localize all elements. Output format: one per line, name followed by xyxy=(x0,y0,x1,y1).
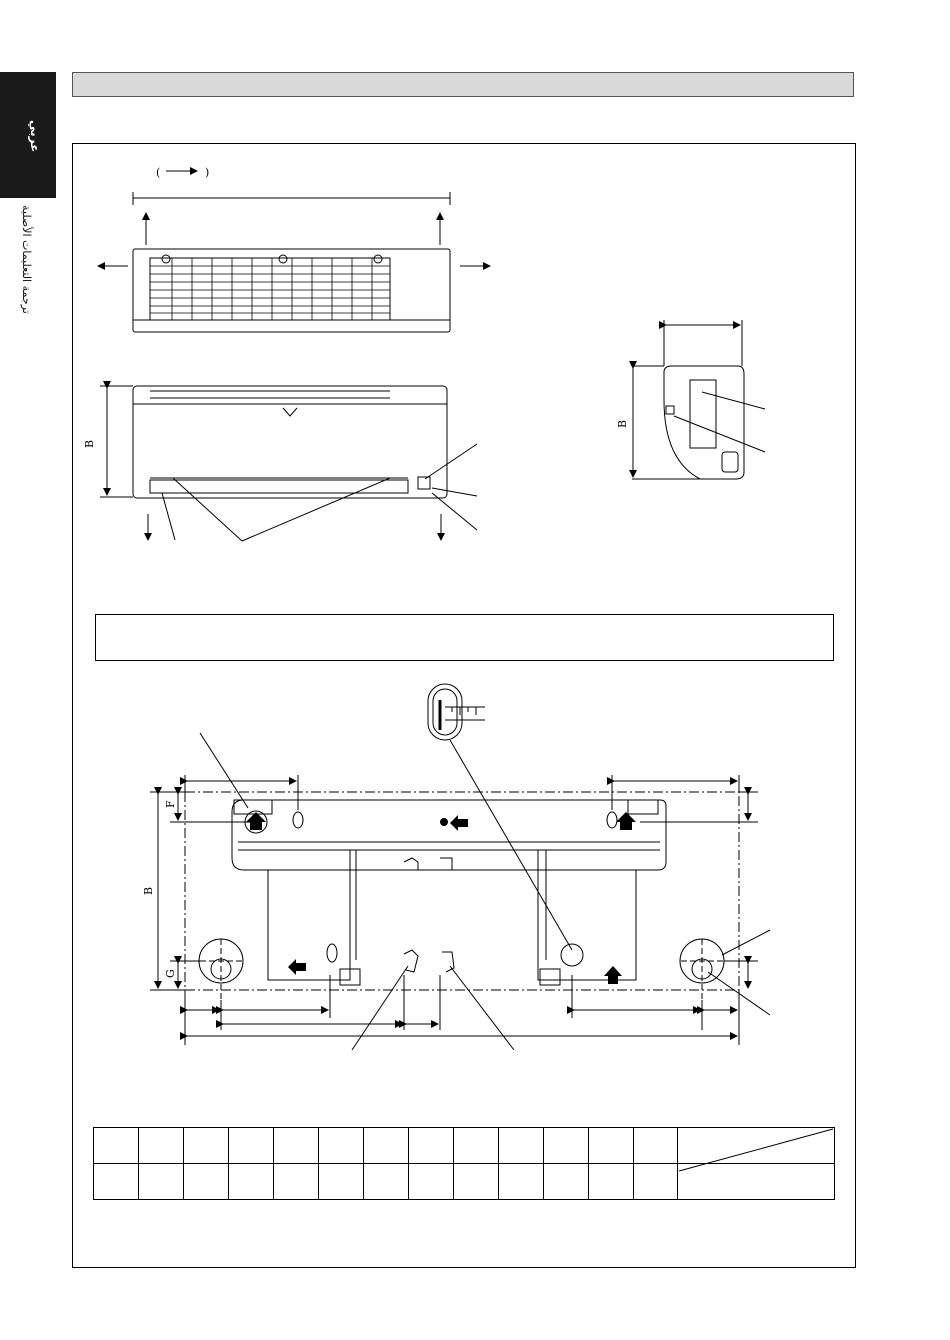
original-instructions-text: ترجمة التعليمات الأصلية xyxy=(20,205,33,314)
table-cell xyxy=(229,1164,274,1200)
arrow-legend-open-paren: ( xyxy=(156,166,161,179)
table-cell xyxy=(139,1164,184,1200)
table-cell xyxy=(678,1164,835,1200)
table-cell xyxy=(544,1164,589,1200)
indoor-unit-side-view xyxy=(632,320,765,479)
table-cell xyxy=(364,1128,409,1164)
table-cell xyxy=(589,1164,634,1200)
dimension-g: G xyxy=(164,969,177,978)
table-cell xyxy=(184,1164,229,1200)
plate-arrows xyxy=(246,812,636,984)
table-cell xyxy=(94,1128,139,1164)
table-cell xyxy=(499,1128,544,1164)
table-cell xyxy=(184,1128,229,1164)
installation-plate xyxy=(150,733,770,1050)
indoor-unit-front-view xyxy=(100,386,477,541)
table-cell xyxy=(544,1128,589,1164)
table-cell xyxy=(454,1128,499,1164)
table-cell xyxy=(634,1164,678,1200)
language-tab-label: عربي xyxy=(28,119,42,153)
level-gauge-inset xyxy=(428,684,572,950)
table-cell xyxy=(319,1164,364,1200)
table-cell xyxy=(229,1128,274,1164)
dimension-f: F xyxy=(164,800,177,808)
table-cell xyxy=(409,1128,454,1164)
specification-table xyxy=(93,1127,835,1200)
table-cell xyxy=(364,1164,409,1200)
table-cell xyxy=(409,1164,454,1200)
table-cell xyxy=(589,1128,634,1164)
table-cell xyxy=(634,1128,678,1164)
table-cell xyxy=(319,1128,364,1164)
table-row xyxy=(94,1128,835,1164)
dimension-b-plate: B xyxy=(142,886,155,895)
arrow-legend-close-paren: ) xyxy=(205,166,210,179)
dimension-b-side: B xyxy=(616,419,629,428)
dimension-b-front: B xyxy=(83,439,96,448)
table-cell xyxy=(94,1164,139,1200)
table-row xyxy=(94,1164,835,1200)
table-cell xyxy=(454,1164,499,1200)
table-cell xyxy=(139,1128,184,1164)
table-cell xyxy=(499,1164,544,1200)
indoor-unit-top-view xyxy=(98,171,490,332)
table-cell xyxy=(274,1164,319,1200)
table-header-diagonal-cell xyxy=(678,1128,835,1164)
table-cell xyxy=(274,1128,319,1164)
